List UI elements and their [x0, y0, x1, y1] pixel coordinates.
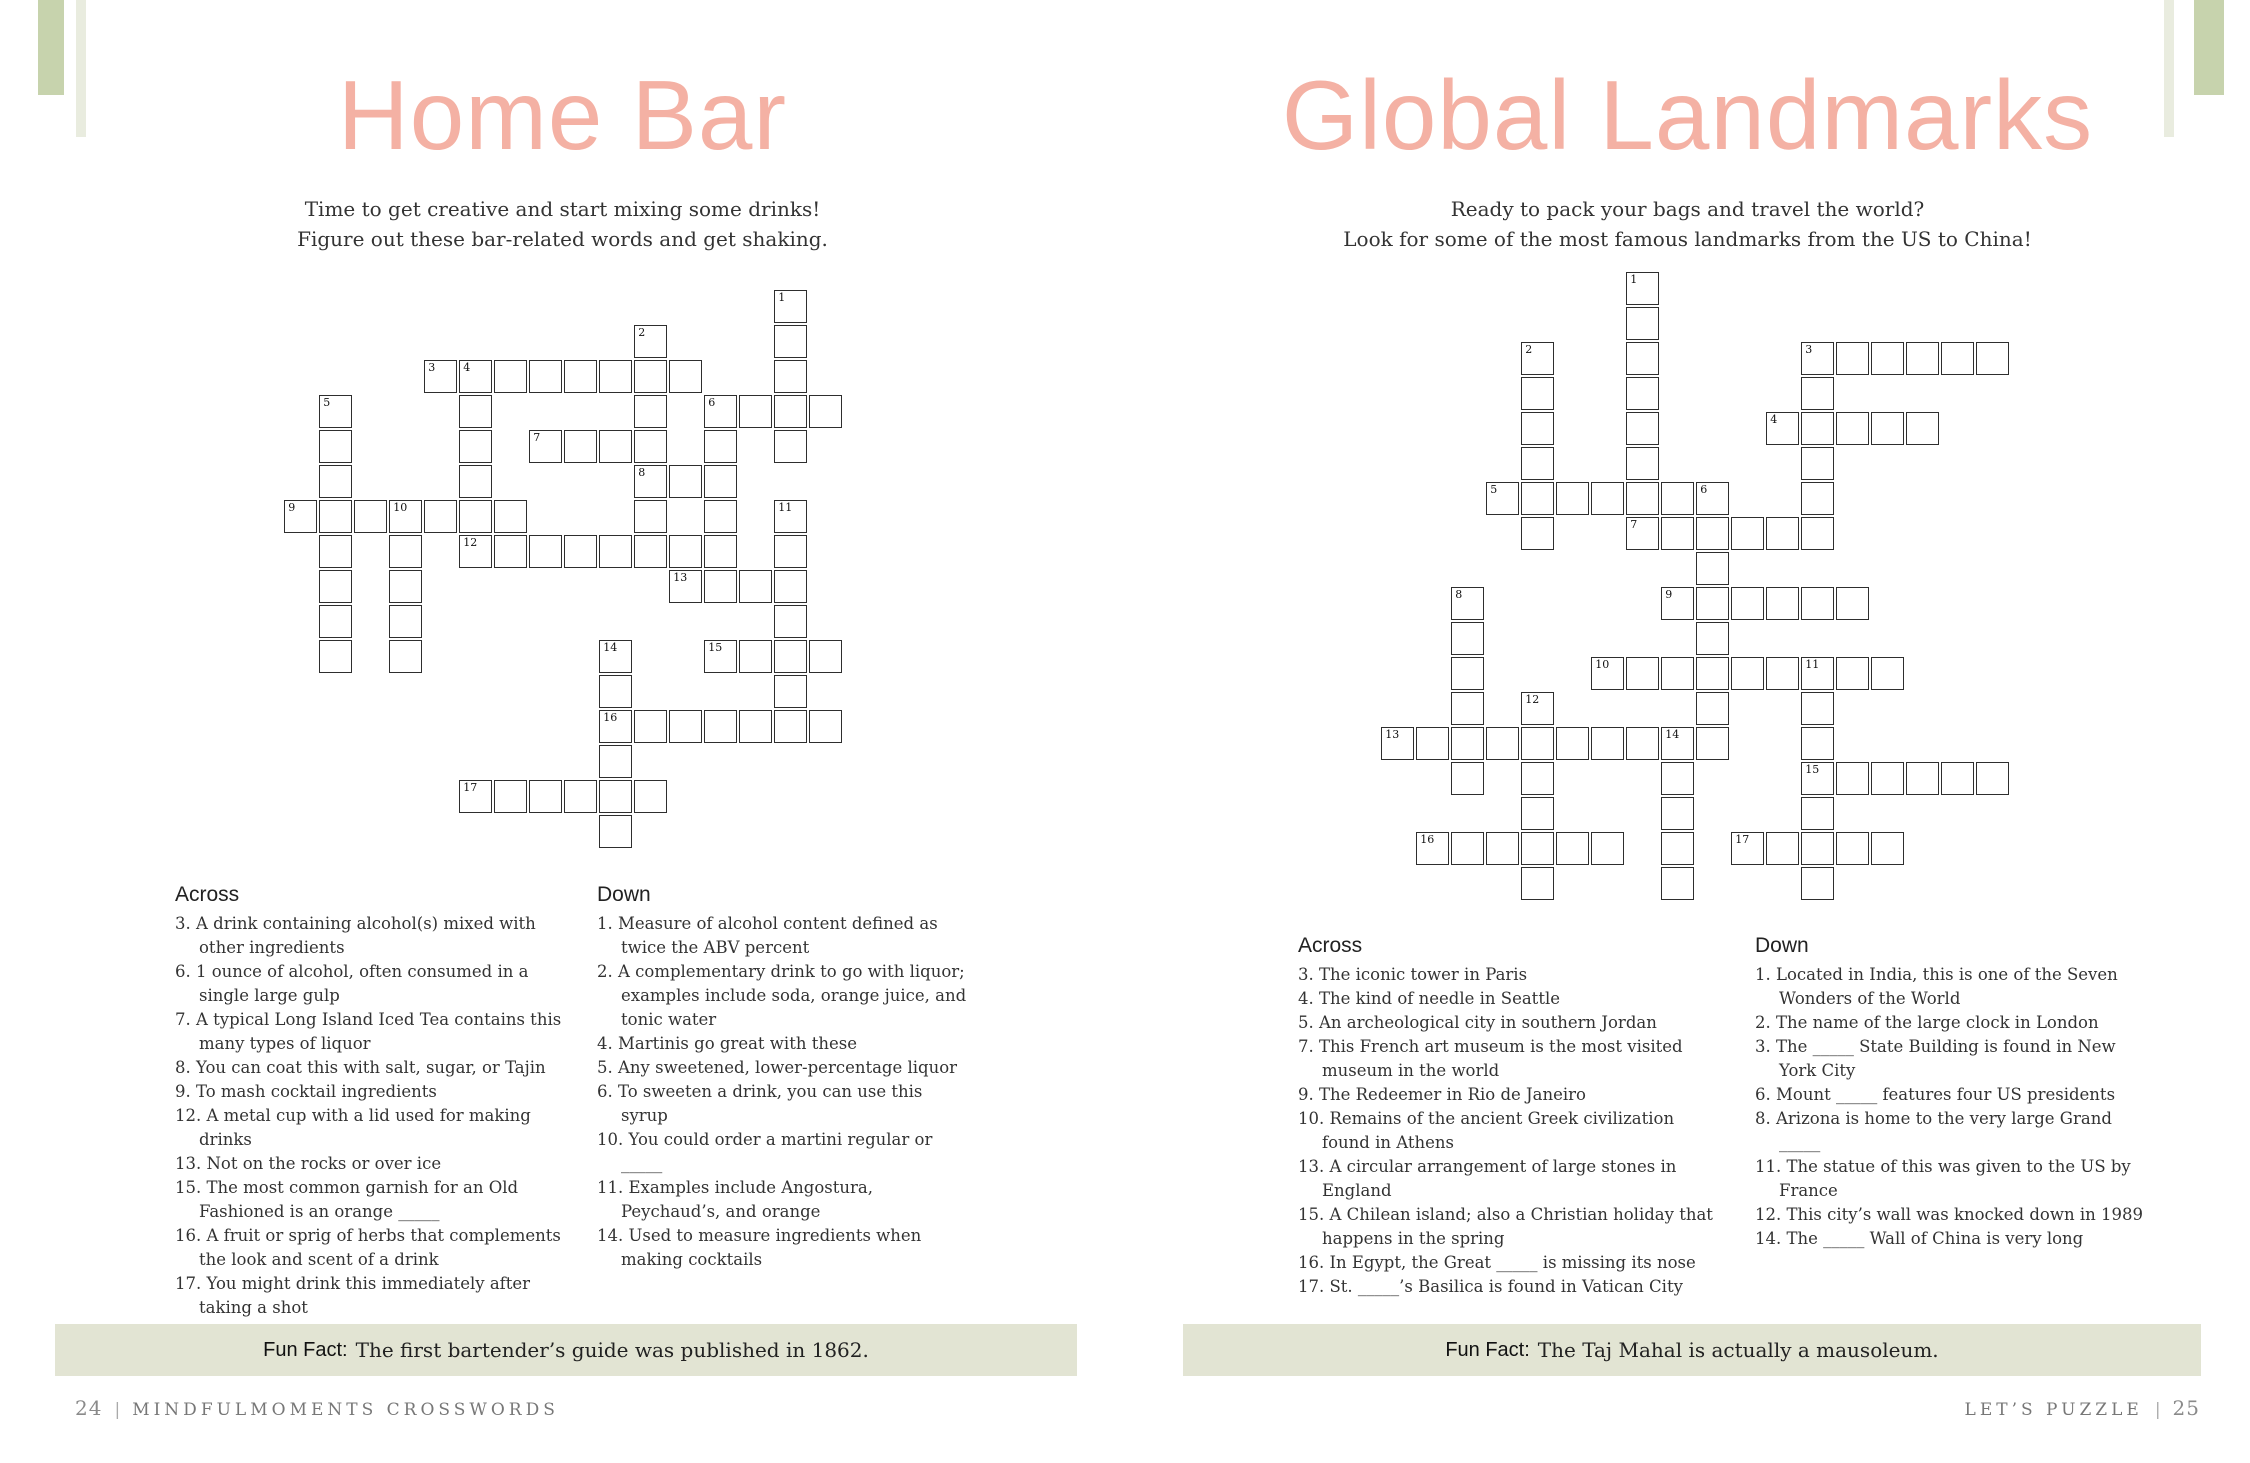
- crossword-cell[interactable]: [809, 395, 842, 428]
- page-number: 24: [75, 1396, 103, 1420]
- crossword-cell[interactable]: [1836, 832, 1869, 865]
- crossword-cell[interactable]: [1941, 342, 1974, 375]
- crossword-cell[interactable]: [1766, 832, 1799, 865]
- crossword-cell[interactable]: [1731, 517, 1764, 550]
- crossword-cell[interactable]: [634, 360, 667, 393]
- crossword-cell[interactable]: [1661, 867, 1694, 900]
- crossword-cell[interactable]: [389, 570, 422, 603]
- crossword-cell[interactable]: [809, 710, 842, 743]
- crossword-cell[interactable]: [634, 500, 667, 533]
- clue-item: 16. A fruit or sprig of herbs that complements the look and scent of a drink: [175, 1226, 561, 1269]
- page-title: Home Bar: [337, 60, 788, 170]
- clue-list: [175, 912, 570, 1320]
- clue-number: 2: [638, 326, 646, 340]
- crossword-cell[interactable]: [774, 430, 807, 463]
- crossword-cell[interactable]: [1696, 692, 1729, 725]
- clue-item: 17. St. _____’s Basilica is found in Vatican City: [1298, 1277, 1683, 1296]
- crossword-cell[interactable]: [599, 360, 632, 393]
- crossword-cell[interactable]: [1801, 727, 1834, 760]
- crossword-cell[interactable]: [1521, 832, 1554, 865]
- clue-item: 6. To sweeten a drink, you can use this syrup: [597, 1082, 923, 1125]
- crossword-cell[interactable]: [529, 360, 562, 393]
- across-clues: [1298, 934, 1718, 1299]
- crossword-cell[interactable]: [1591, 832, 1624, 865]
- crossword-cell[interactable]: [1521, 377, 1554, 410]
- fun-fact-text: The Taj Mahal is actually a mausoleum.: [1537, 1338, 1939, 1362]
- clue-number: 13: [673, 571, 688, 585]
- clue-item: 7. A typical Long Island Iced Tea contains this many types of liquor: [175, 1010, 562, 1053]
- clue-number: 3: [1805, 343, 1813, 357]
- crossword-cell[interactable]: [774, 290, 807, 323]
- crossword-cell[interactable]: [354, 500, 387, 533]
- crossword-cell[interactable]: [1696, 657, 1729, 690]
- crossword-cell[interactable]: [529, 430, 562, 463]
- crossword-cell[interactable]: [1626, 447, 1659, 480]
- crossword-cell[interactable]: [599, 535, 632, 568]
- crossword-cell[interactable]: [319, 570, 352, 603]
- clue-number: 13: [1385, 728, 1400, 742]
- crossword-cell[interactable]: [1801, 412, 1834, 445]
- clue-number: 8: [638, 466, 646, 480]
- clue-number: 5: [323, 396, 331, 410]
- intro-line: Figure out these bar-related words and get shaking.: [297, 227, 828, 251]
- crossword-cell[interactable]: [599, 745, 632, 778]
- crossword-cell[interactable]: [1626, 727, 1659, 760]
- clue-number: 9: [1665, 588, 1673, 602]
- crossword-cell[interactable]: [319, 395, 352, 428]
- fun-fact-label: Fun Fact:: [263, 1338, 348, 1361]
- crossword-cell[interactable]: [1696, 587, 1729, 620]
- across-clues: [175, 883, 570, 1320]
- crossword-cell[interactable]: [1626, 482, 1659, 515]
- crossword-cell[interactable]: [1521, 517, 1554, 550]
- crossword-cell[interactable]: [389, 605, 422, 638]
- right-page: [1125, 0, 2250, 1463]
- crossword-cell[interactable]: [704, 535, 737, 568]
- crossword-cell[interactable]: [1906, 762, 1939, 795]
- crossword-cell[interactable]: [1486, 482, 1519, 515]
- crossword-cell[interactable]: [1451, 692, 1484, 725]
- crossword-cell[interactable]: [319, 465, 352, 498]
- clue-item: 15. The most common garnish for an Old Fashioned is an orange _____: [175, 1178, 519, 1221]
- crossword-cell[interactable]: [1766, 587, 1799, 620]
- page-number: 25: [2172, 1396, 2200, 1420]
- crossword-cell[interactable]: [1381, 727, 1414, 760]
- crossword-cell[interactable]: [389, 640, 422, 673]
- clue-item: 6. 1 ounce of alcohol, often consumed in a single large gulp: [175, 962, 529, 1005]
- crossword-cell[interactable]: [1871, 657, 1904, 690]
- footer-text: MINDFULMOMENTS CROSSWORDS: [132, 1400, 559, 1420]
- crossword-cell[interactable]: [1626, 377, 1659, 410]
- crossword-cell[interactable]: [1801, 797, 1834, 830]
- crossword-cell[interactable]: [1521, 412, 1554, 445]
- crossword-cell[interactable]: [459, 500, 492, 533]
- crossword-cell[interactable]: [704, 500, 737, 533]
- crossword-cell[interactable]: [1801, 657, 1834, 690]
- down-clues: [597, 883, 972, 1272]
- clue-item: 2. The name of the large clock in London: [1755, 1013, 2099, 1032]
- crossword-cell[interactable]: [1801, 832, 1834, 865]
- crossword-cell[interactable]: [424, 500, 457, 533]
- clue-number: 1: [778, 291, 786, 305]
- crossword-cell[interactable]: [1451, 727, 1484, 760]
- crossword-cell[interactable]: [739, 710, 772, 743]
- crossword-cell[interactable]: [1731, 657, 1764, 690]
- crossword-cell[interactable]: [774, 325, 807, 358]
- page-footer: [75, 1396, 559, 1420]
- crossword-cell[interactable]: [774, 710, 807, 743]
- crossword-cell[interactable]: [459, 395, 492, 428]
- crossword-cell[interactable]: [459, 360, 492, 393]
- clue-number: 4: [463, 361, 471, 375]
- clue-item: 11. Examples include Angostura, Peychaud’s, and orange: [597, 1178, 873, 1221]
- crossword-cell[interactable]: [1871, 412, 1904, 445]
- crossword-cell[interactable]: [774, 675, 807, 708]
- crossword-cell[interactable]: [1521, 342, 1554, 375]
- crossword-cell[interactable]: [1801, 692, 1834, 725]
- clue-number: 10: [1595, 658, 1610, 672]
- crossword-cell[interactable]: [284, 500, 317, 533]
- crossword-cell[interactable]: [669, 535, 702, 568]
- crossword-cell[interactable]: [319, 430, 352, 463]
- crossword-cell[interactable]: [634, 430, 667, 463]
- crossword-cell[interactable]: [1661, 762, 1694, 795]
- clue-item: 17. You might drink this immediately after taking a shot: [175, 1274, 531, 1317]
- clue-list: [1298, 963, 1718, 1299]
- crossword-cell[interactable]: [1731, 587, 1764, 620]
- crossword-cell[interactable]: [1976, 762, 2009, 795]
- clue-number: 14: [1665, 728, 1680, 742]
- clue-number: 9: [288, 501, 296, 515]
- clue-item: 5. An archeological city in southern Jordan: [1298, 1013, 1657, 1032]
- clue-number: 17: [463, 781, 478, 795]
- clue-item: 10. You could order a martini regular or _____: [597, 1130, 933, 1173]
- crossword-cell[interactable]: [1801, 517, 1834, 550]
- crossword-cell[interactable]: [669, 360, 702, 393]
- crossword-cell[interactable]: [319, 535, 352, 568]
- page-footer: [1965, 1396, 2200, 1420]
- crossword-cell[interactable]: [1661, 482, 1694, 515]
- crossword-cell[interactable]: [599, 780, 632, 813]
- clue-item: 14. The _____ Wall of China is very long: [1755, 1229, 2084, 1248]
- clue-item: 15. A Chilean island; also a Christian holiday that happens in the spring: [1298, 1205, 1713, 1248]
- crossword-cell[interactable]: [1521, 482, 1554, 515]
- crossword-cell[interactable]: [634, 780, 667, 813]
- crossword-cell[interactable]: [634, 325, 667, 358]
- crossword-cell[interactable]: [774, 640, 807, 673]
- crossword-cell[interactable]: [1451, 832, 1484, 865]
- crossword-cell[interactable]: [494, 780, 527, 813]
- clue-number: 5: [1490, 483, 1498, 497]
- clue-item: 6. Mount _____ features four US presidents: [1755, 1085, 2116, 1104]
- across-heading: Across: [1298, 934, 1363, 957]
- crossword-cell[interactable]: [1696, 622, 1729, 655]
- intro-line: Ready to pack your bags and travel the world?: [1450, 197, 1925, 221]
- crossword-cell[interactable]: [599, 430, 632, 463]
- crossword-cell[interactable]: [389, 535, 422, 568]
- crossword-cell[interactable]: [1836, 762, 1869, 795]
- puzzle-intro: [1125, 194, 2250, 254]
- crossword-cell[interactable]: [1766, 412, 1799, 445]
- crossword-cell[interactable]: [774, 535, 807, 568]
- crossword-cell[interactable]: [494, 500, 527, 533]
- intro-line: Time to get creative and start mixing some drinks!: [304, 197, 821, 221]
- crossword-cell[interactable]: [1521, 867, 1554, 900]
- crossword-cell[interactable]: [1521, 762, 1554, 795]
- clue-number: 2: [1525, 343, 1533, 357]
- clue-item: 3. A drink containing alcohol(s) mixed with other ingredients: [175, 914, 536, 957]
- clue-number: 7: [1630, 518, 1638, 532]
- down-clues: [1755, 934, 2155, 1251]
- clue-item: 8. Arizona is home to the very large Grand _____: [1755, 1109, 2112, 1152]
- crossword-cell[interactable]: [704, 640, 737, 673]
- crossword-cell[interactable]: [564, 780, 597, 813]
- crossword-cell[interactable]: [1906, 342, 1939, 375]
- clue-item: 2. A complementary drink to go with liquor; examples include soda, orange juice, and tonic water: [597, 962, 967, 1029]
- crossword-cell[interactable]: [564, 360, 597, 393]
- crossword-cell[interactable]: [1696, 552, 1729, 585]
- fun-fact-box: [1183, 1324, 2201, 1376]
- crossword-cell[interactable]: [809, 640, 842, 673]
- clue-list: [1755, 963, 2155, 1251]
- crossword-cell[interactable]: [704, 465, 737, 498]
- crossword-cell[interactable]: [1696, 727, 1729, 760]
- crossword-cell[interactable]: [1766, 657, 1799, 690]
- crossword-cell[interactable]: [1521, 797, 1554, 830]
- fun-fact-text: The first bartender’s guide was published in 1862.: [355, 1338, 869, 1362]
- crossword-cell[interactable]: [1416, 832, 1449, 865]
- crossword-cell[interactable]: [1801, 762, 1834, 795]
- crossword-cell[interactable]: [599, 640, 632, 673]
- clue-number: 11: [778, 501, 793, 515]
- crossword-cell[interactable]: [1801, 482, 1834, 515]
- crossword-cell[interactable]: [564, 535, 597, 568]
- crossword-cell[interactable]: [1801, 447, 1834, 480]
- crossword-cell[interactable]: [1871, 832, 1904, 865]
- crossword-cell[interactable]: [1626, 342, 1659, 375]
- clue-number: 6: [708, 396, 716, 410]
- clue-number: 15: [708, 641, 723, 655]
- crossword-cell[interactable]: [1626, 412, 1659, 445]
- crossword-cell[interactable]: [1801, 377, 1834, 410]
- crossword-cell[interactable]: [459, 465, 492, 498]
- crossword-cell[interactable]: [739, 640, 772, 673]
- crossword-cell[interactable]: [1661, 832, 1694, 865]
- clue-number: 16: [1420, 833, 1435, 847]
- clue-item: 9. The Redeemer in Rio de Janeiro: [1298, 1085, 1586, 1104]
- clue-number: 6: [1700, 483, 1708, 497]
- crossword-cell[interactable]: [1556, 727, 1589, 760]
- crossword-cell[interactable]: [1451, 762, 1484, 795]
- crossword-cell[interactable]: [424, 360, 457, 393]
- clue-number: 12: [463, 536, 478, 550]
- clue-number: 12: [1525, 693, 1540, 707]
- crossword-cell[interactable]: [459, 780, 492, 813]
- crossword-cell[interactable]: [1976, 342, 2009, 375]
- crossword-cell[interactable]: [319, 640, 352, 673]
- fun-fact-box: [55, 1324, 1077, 1376]
- crossword-cell[interactable]: [1696, 517, 1729, 550]
- crossword-cell[interactable]: [1591, 657, 1624, 690]
- crossword-cell[interactable]: [564, 430, 597, 463]
- crossword-cell[interactable]: [704, 395, 737, 428]
- clue-item: 13. A circular arrangement of large stones in England: [1298, 1157, 1677, 1200]
- crossword-cell[interactable]: [1626, 272, 1659, 305]
- crossword-cell[interactable]: [1871, 342, 1904, 375]
- clue-number: 14: [603, 641, 618, 655]
- crossword-cell[interactable]: [704, 570, 737, 603]
- crossword-cell[interactable]: [1906, 412, 1939, 445]
- clue-number: 10: [393, 501, 408, 515]
- crossword-cell[interactable]: [1556, 482, 1589, 515]
- crossword-cell[interactable]: [599, 815, 632, 848]
- clue-number: 3: [428, 361, 436, 375]
- footer-divider: |: [114, 1400, 121, 1420]
- crossword-cell[interactable]: [319, 500, 352, 533]
- crossword-cell[interactable]: [389, 500, 422, 533]
- crossword-cell[interactable]: [1626, 517, 1659, 550]
- crossword-cell[interactable]: [1556, 832, 1589, 865]
- crossword-cell[interactable]: [1661, 797, 1694, 830]
- crossword-cell[interactable]: [1486, 727, 1519, 760]
- crossword-cell[interactable]: [704, 710, 737, 743]
- clue-number: 11: [1805, 658, 1820, 672]
- clue-item: 5. Any sweetened, lower-percentage liquor: [597, 1058, 958, 1077]
- crossword-cell[interactable]: [1941, 762, 1974, 795]
- crossword-cell[interactable]: [459, 535, 492, 568]
- crossword-cell[interactable]: [494, 360, 527, 393]
- fun-fact-label: Fun Fact:: [1445, 1338, 1530, 1361]
- crossword-cell[interactable]: [1521, 692, 1554, 725]
- clue-number: 4: [1770, 413, 1778, 427]
- clue-item: 12. This city’s wall was knocked down in 1989: [1755, 1205, 2143, 1224]
- crossword-cell[interactable]: [774, 395, 807, 428]
- crossword-cell[interactable]: [669, 710, 702, 743]
- intro-line: Look for some of the most famous landmarks from the US to China!: [1343, 227, 2032, 251]
- crossword-cell[interactable]: [704, 430, 737, 463]
- clue-item: 13. Not on the rocks or over ice: [175, 1154, 442, 1173]
- down-heading: Down: [597, 883, 651, 906]
- crossword-cell[interactable]: [1661, 727, 1694, 760]
- clue-number: 17: [1735, 833, 1750, 847]
- clue-number: 15: [1805, 763, 1820, 777]
- crossword-cell[interactable]: [599, 675, 632, 708]
- crossword-cell[interactable]: [319, 605, 352, 638]
- crossword-cell[interactable]: [529, 780, 562, 813]
- crossword-cell[interactable]: [1661, 657, 1694, 690]
- crossword-cell[interactable]: [774, 605, 807, 638]
- crossword-cell[interactable]: [634, 395, 667, 428]
- crossword-cell[interactable]: [1591, 727, 1624, 760]
- crossword-cell[interactable]: [1521, 727, 1554, 760]
- footer-divider: |: [2154, 1400, 2161, 1420]
- crossword-cell[interactable]: [1836, 587, 1869, 620]
- crossword-cell[interactable]: [1451, 587, 1484, 620]
- across-heading: Across: [175, 883, 240, 906]
- crossword-cell[interactable]: [1626, 657, 1659, 690]
- crossword-cell[interactable]: [1836, 657, 1869, 690]
- crossword-cell[interactable]: [1416, 727, 1449, 760]
- clue-item: 3. The _____ State Building is found in New York City: [1755, 1037, 2116, 1080]
- crossword-cell[interactable]: [634, 465, 667, 498]
- crossword-cell[interactable]: [599, 710, 632, 743]
- crossword-cell[interactable]: [1661, 587, 1694, 620]
- clue-item: 14. Used to measure ingredients when making cocktails: [597, 1226, 922, 1269]
- crossword-cell[interactable]: [739, 395, 772, 428]
- crossword-cell[interactable]: [1661, 517, 1694, 550]
- crossword-cell[interactable]: [1521, 447, 1554, 480]
- clue-item: 8. You can coat this with salt, sugar, or Tajin: [175, 1058, 546, 1077]
- clue-list: [597, 912, 972, 1272]
- clue-item: 9. To mash cocktail ingredients: [175, 1082, 437, 1101]
- crossword-cell[interactable]: [459, 430, 492, 463]
- crossword-cell[interactable]: [494, 535, 527, 568]
- clue-item: 1. Measure of alcohol content defined as twice the ABV percent: [597, 914, 938, 957]
- crossword-cell[interactable]: [669, 465, 702, 498]
- crossword-cell[interactable]: [1626, 307, 1659, 340]
- crossword-cell[interactable]: [774, 360, 807, 393]
- clue-item: 1. Located in India, this is one of the Seven Wonders of the World: [1755, 965, 2118, 1008]
- crossword-cell[interactable]: [1836, 342, 1869, 375]
- crossword-cell[interactable]: [1451, 622, 1484, 655]
- down-heading: Down: [1755, 934, 1809, 957]
- crossword-cell[interactable]: [1871, 762, 1904, 795]
- crossword-cell[interactable]: [1766, 517, 1799, 550]
- crossword-cell[interactable]: [1836, 412, 1869, 445]
- crossword-cell[interactable]: [1696, 482, 1729, 515]
- page-title: Global Landmarks: [1281, 60, 2094, 170]
- clue-number: 16: [603, 711, 618, 725]
- clue-number: 8: [1455, 588, 1463, 602]
- clue-item: 4. The kind of needle in Seattle: [1298, 989, 1560, 1008]
- footer-text: LET’S PUZZLE: [1964, 1400, 2143, 1420]
- crossword-cell[interactable]: [1486, 832, 1519, 865]
- clue-item: 16. In Egypt, the Great _____ is missing its nose: [1298, 1253, 1696, 1272]
- crossword-cell[interactable]: [529, 535, 562, 568]
- clue-number: 1: [1630, 273, 1638, 287]
- clue-item: 7. This French art museum is the most visited museum in the world: [1298, 1037, 1683, 1080]
- clue-item: 11. The statue of this was given to the US by France: [1755, 1157, 2131, 1200]
- crossword-cell[interactable]: [634, 535, 667, 568]
- crossword-cell[interactable]: [669, 570, 702, 603]
- crossword-cell[interactable]: [1591, 482, 1624, 515]
- crossword-cell[interactable]: [774, 500, 807, 533]
- crossword-cell[interactable]: [634, 710, 667, 743]
- clue-number: 7: [533, 431, 541, 445]
- crossword-cell[interactable]: [1801, 867, 1834, 900]
- crossword-cell[interactable]: [1801, 342, 1834, 375]
- puzzle-intro: [0, 194, 1125, 254]
- crossword-cell[interactable]: [739, 570, 772, 603]
- clue-item: 4. Martinis go great with these: [597, 1034, 857, 1053]
- crossword-cell[interactable]: [1801, 587, 1834, 620]
- crossword-cell[interactable]: [1451, 657, 1484, 690]
- clue-item: 12. A metal cup with a lid used for making drinks: [175, 1106, 531, 1149]
- crossword-cell[interactable]: [1731, 832, 1764, 865]
- crossword-cell[interactable]: [774, 570, 807, 603]
- clue-item: 3. The iconic tower in Paris: [1298, 965, 1528, 984]
- clue-item: 10. Remains of the ancient Greek civilization found in Athens: [1298, 1109, 1675, 1152]
